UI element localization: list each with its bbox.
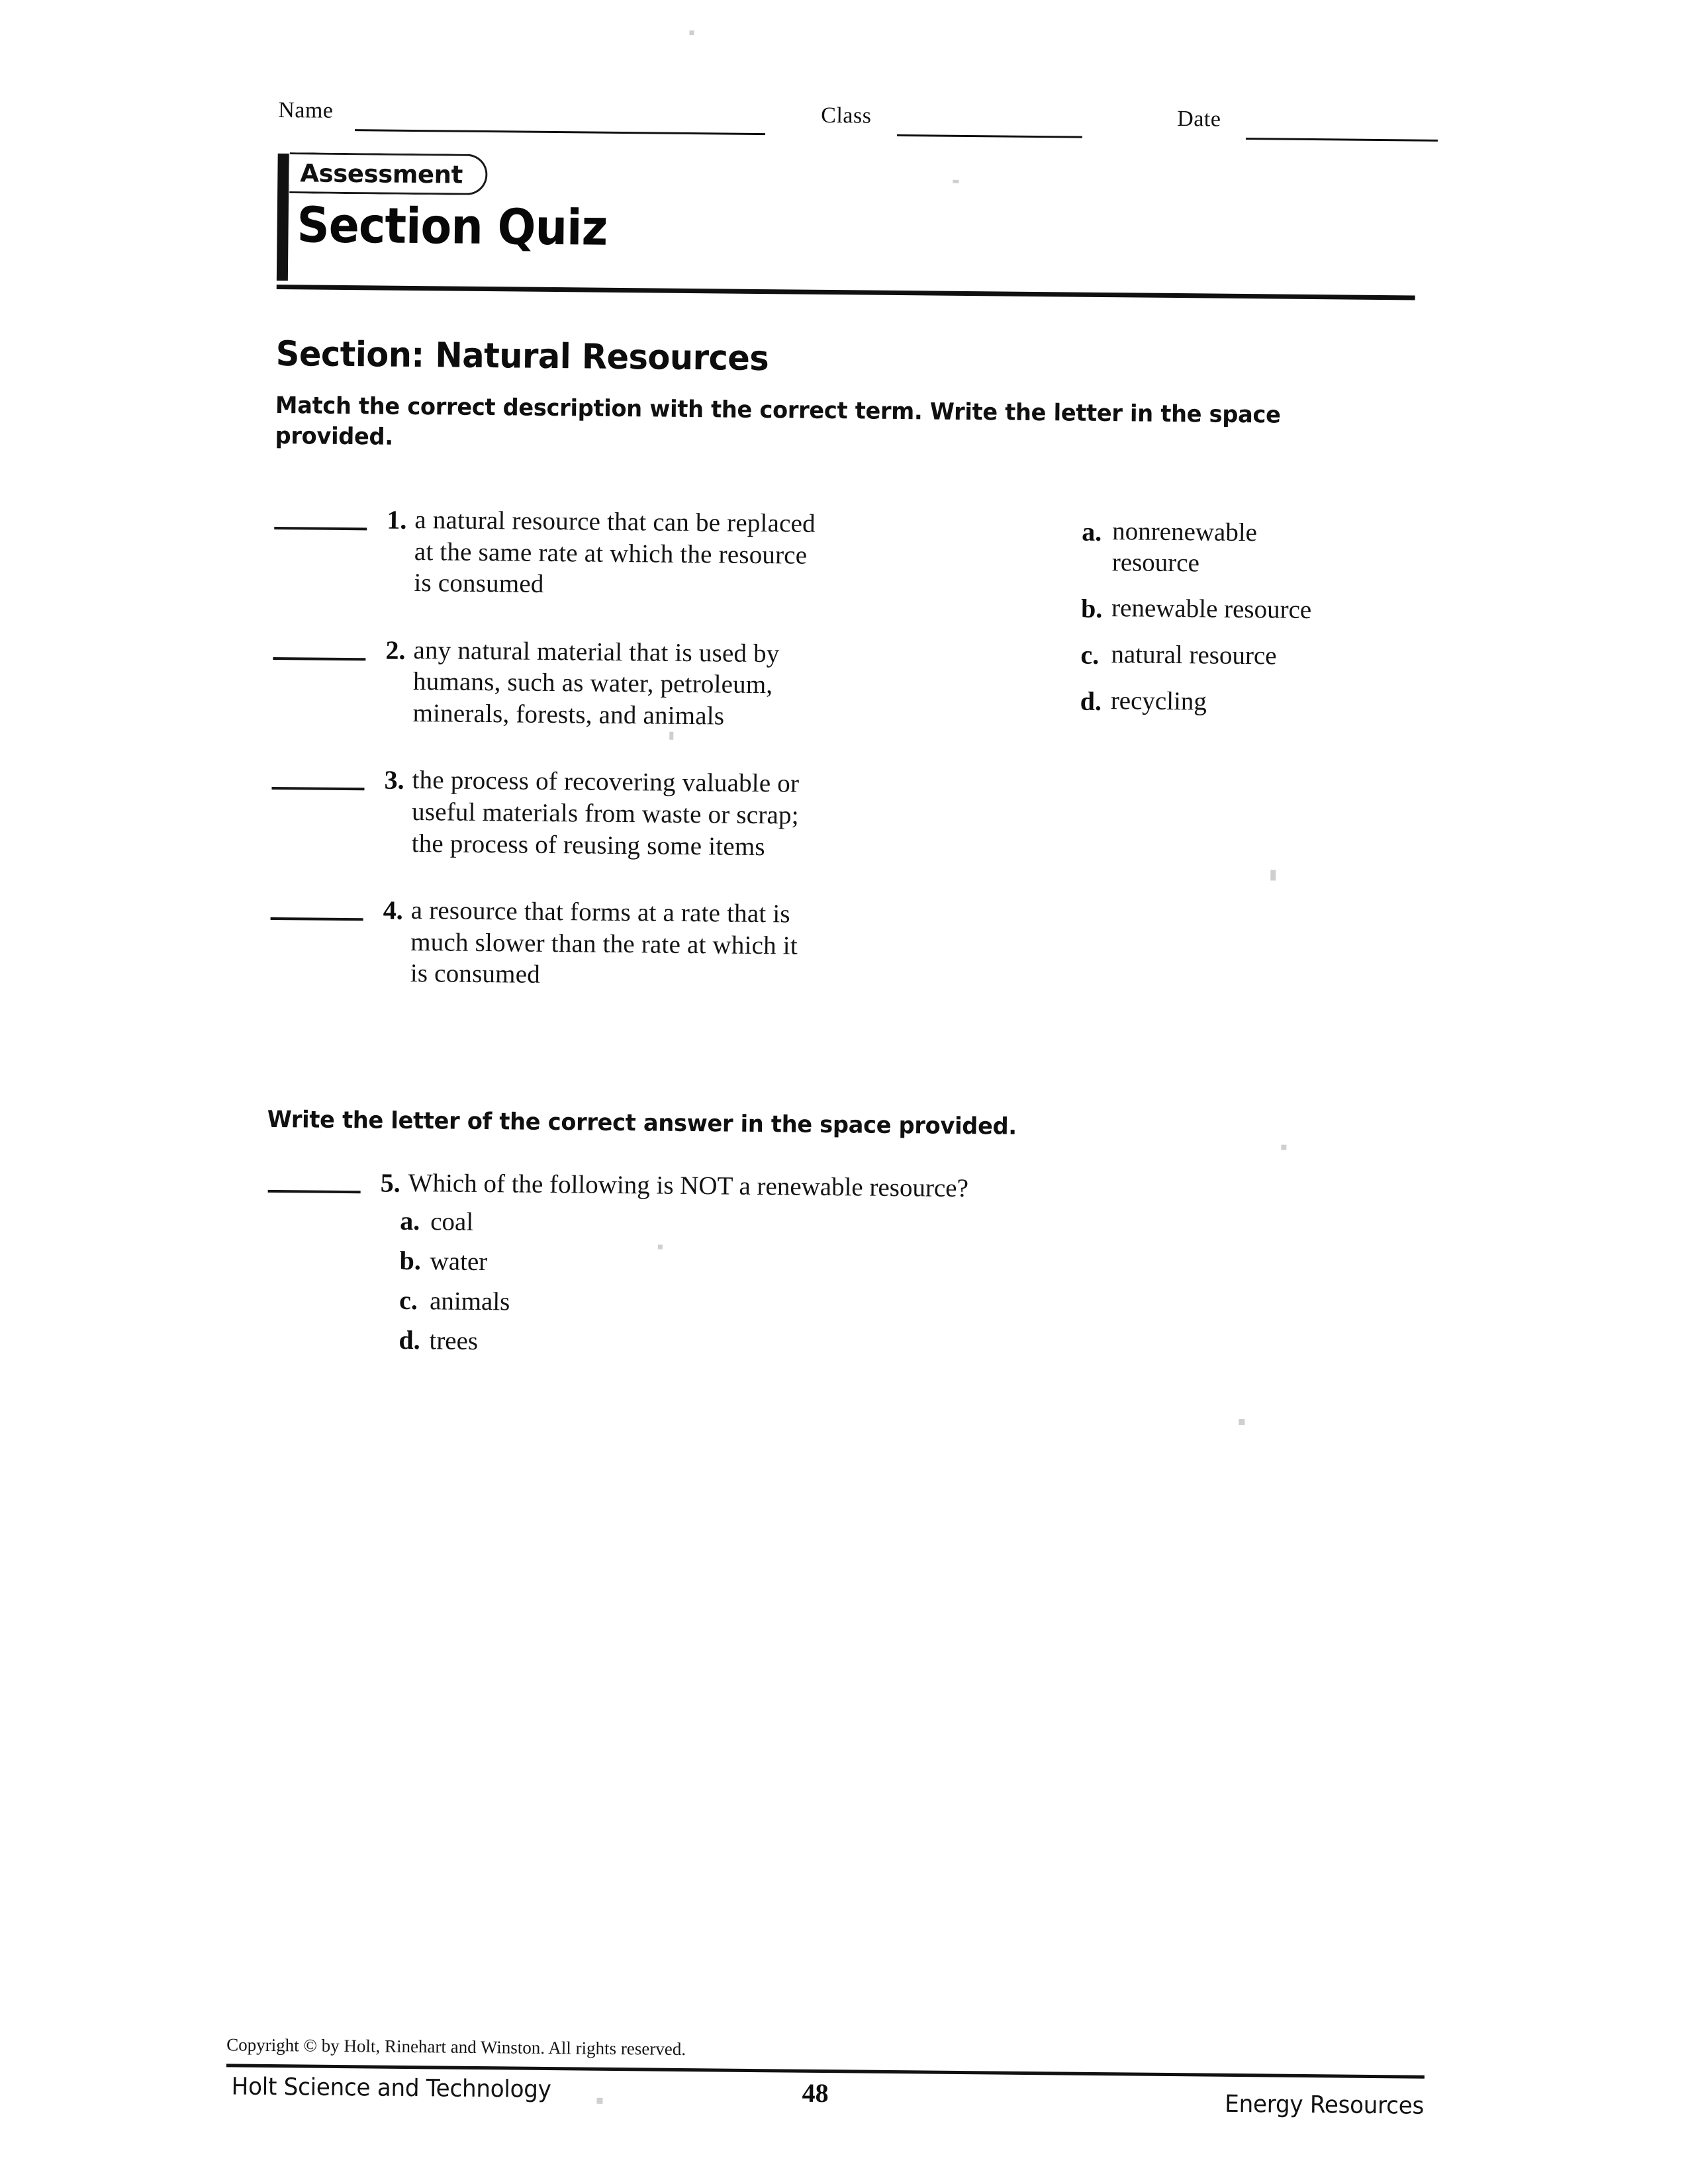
item-line: at the same rate at which the resource: [414, 537, 808, 570]
name-write-in-line[interactable]: [355, 129, 765, 135]
item-line: minerals, forests, and animals: [412, 698, 725, 731]
term-line: natural resource: [1111, 639, 1277, 670]
item-description: [411, 764, 1013, 864]
term-line: nonrenewable: [1112, 517, 1258, 547]
item-line: the process of recovering valuable or: [412, 766, 800, 799]
book-title: Holt Science and Technology: [231, 2073, 551, 2104]
item-line: much slower than the rate at which it: [410, 927, 798, 960]
choice-letter: a.: [400, 1205, 420, 1236]
item-line: a resource that forms at a rate that is: [410, 896, 790, 929]
page-title: Section Quiz: [297, 197, 608, 257]
item-line: a natural resource that can be replaced: [414, 506, 816, 538]
matching-items-list: [269, 503, 1016, 1031]
name-label: Name: [278, 98, 334, 123]
term-choice-a: [1082, 516, 1427, 582]
term-choice-d: [1080, 685, 1425, 720]
term-line: resource: [1111, 547, 1200, 578]
term-choice-c: [1080, 639, 1425, 674]
choice-text: water: [430, 1247, 488, 1276]
choice-b[interactable]: [399, 1245, 1207, 1284]
list-item: [272, 633, 1014, 735]
choice-text: coal: [430, 1207, 474, 1236]
item-line: humans, such as water, petroleum,: [412, 667, 773, 700]
class-label: Class: [821, 103, 872, 128]
date-write-in-line[interactable]: [1246, 138, 1438, 142]
answer-blank-5[interactable]: [268, 1190, 361, 1193]
list-item: [270, 893, 1012, 995]
item-number: 2.: [385, 635, 406, 665]
choice-d[interactable]: [399, 1324, 1206, 1363]
item-description: [414, 504, 1015, 604]
title-accent-bar: [277, 154, 289, 281]
term-text: [1111, 639, 1425, 673]
scan-speck: [669, 732, 673, 740]
term-letter: c.: [1080, 639, 1100, 670]
term-choices-list: [1080, 516, 1426, 735]
question-text: Which of the following is NOT a renewable resource?: [408, 1168, 969, 1203]
answer-blank-1[interactable]: [274, 527, 367, 530]
term-choice-b: [1081, 592, 1425, 627]
term-line: recycling: [1110, 686, 1207, 716]
item-number: 3.: [384, 765, 404, 796]
list-item: [271, 763, 1013, 864]
title-divider-rule: [277, 285, 1415, 300]
answer-blank-3[interactable]: [271, 787, 364, 790]
item-description: [412, 635, 1014, 735]
answer-blank-4[interactable]: [271, 917, 363, 921]
answer-blank-2[interactable]: [273, 657, 365, 660]
question-number: 5.: [380, 1167, 400, 1198]
choice-a[interactable]: [400, 1205, 1207, 1244]
page-footer: [226, 2034, 1425, 2120]
item-line: is consumed: [414, 569, 544, 599]
item-line: the process of reusing some items: [411, 829, 765, 861]
choice-letter: b.: [399, 1245, 422, 1275]
choice-text: trees: [429, 1326, 479, 1355]
term-letter: d.: [1080, 686, 1102, 716]
page-number: 48: [802, 2077, 829, 2109]
copyright-notice: Copyright © by Holt, Rinehart and Winston. All rights reserved.: [226, 2034, 686, 2060]
item-line: useful materials from waste or scrap;: [411, 797, 799, 830]
scan-speck: [596, 2098, 602, 2104]
item-line: is consumed: [410, 959, 541, 989]
item-description: [410, 895, 1012, 995]
scan-speck: [1270, 870, 1276, 880]
term-letter: b.: [1080, 593, 1103, 623]
student-info-header: [278, 98, 1444, 156]
scan-speck: [689, 30, 694, 35]
scan-speck: [1281, 1145, 1286, 1150]
scan-speck: [658, 1245, 663, 1250]
item-number: 4.: [383, 895, 403, 926]
choice-letter: c.: [399, 1285, 418, 1315]
choice-text: animals: [429, 1287, 510, 1316]
question-row: [268, 1166, 1208, 1207]
scan-speck: [1239, 1419, 1244, 1425]
term-line: renewable resource: [1111, 593, 1312, 624]
choice-letter: d.: [399, 1324, 420, 1355]
class-write-in-line[interactable]: [897, 134, 1082, 138]
chapter-title: Energy Resources: [1225, 2090, 1425, 2120]
assessment-tab: [289, 152, 487, 195]
choice-list: [399, 1205, 1207, 1363]
date-label: Date: [1177, 107, 1221, 132]
worksheet-title-block: [278, 152, 1417, 257]
list-item: [273, 503, 1015, 604]
term-text: [1112, 516, 1427, 581]
choice-c[interactable]: [399, 1285, 1207, 1324]
item-line: any natural material that is used by: [413, 635, 780, 668]
multiple-choice-instructions: Write the letter of the correct answer in the space provided.: [267, 1106, 1017, 1140]
scan-speck: [953, 180, 959, 183]
matching-instructions: Match the correct description with the correct term. Write the letter in the space provided.: [275, 392, 1281, 451]
multiple-choice-block: [266, 1166, 1208, 1371]
term-letter: a.: [1082, 516, 1102, 547]
assessment-tab-label: Assessment: [300, 158, 463, 189]
term-text: [1111, 593, 1425, 627]
item-number: 1.: [387, 504, 407, 535]
term-text: [1111, 686, 1425, 719]
section-heading: Section: Natural Resources: [275, 334, 769, 379]
